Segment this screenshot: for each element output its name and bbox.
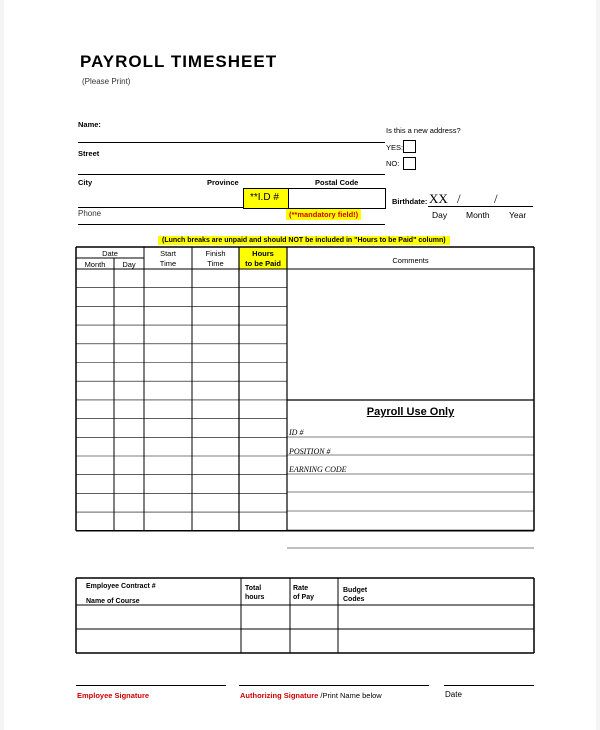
hours-header: Hours to be Paid	[245, 249, 281, 268]
birthdate-separator-2: /	[494, 191, 498, 206]
yes-label: YES:	[386, 143, 404, 152]
payroll-position-label: POSITION #	[289, 447, 331, 456]
month-label: Month	[466, 210, 490, 220]
authorizing-signature-text	[240, 691, 382, 700]
employee-signature-line[interactable]	[76, 685, 226, 686]
postal-code-label: Postal Code	[315, 178, 359, 187]
timesheet-page	[4, 0, 596, 730]
course-label: Name of Course	[86, 598, 140, 605]
lunch-note: (Lunch breaks are unpaid and should NOT be included in "Hours to be Paid" column)	[158, 236, 450, 245]
year-label: Year	[509, 210, 527, 220]
comments-area[interactable]	[288, 270, 534, 400]
birthdate-label: Birthdate:	[392, 197, 428, 206]
employee-signature-label: Employee Signature	[77, 691, 150, 700]
payroll-use-title: Payroll Use Only	[366, 406, 455, 418]
province-label: Province	[207, 178, 239, 187]
comments-header: Comments	[392, 256, 429, 265]
page-title: PAYROLL TIMESHEET	[80, 52, 278, 71]
date-signature-label: Date	[445, 690, 462, 699]
contract-label: Employee Contract #	[86, 583, 156, 590]
name-label: Name:	[78, 120, 101, 129]
birthdate-separator-1: /	[457, 191, 461, 206]
day-label: Day	[432, 210, 448, 220]
payroll-earning-code-label: EARNING CODE	[289, 465, 347, 474]
no-label: NO:	[386, 159, 400, 168]
street-label: Street	[78, 149, 100, 158]
total-hours-label: Total hours	[245, 585, 265, 601]
payroll-id-label: ID #	[289, 428, 304, 437]
date-signature-line[interactable]	[444, 685, 534, 686]
day-header: Day	[122, 260, 136, 269]
id-label: **I.D #	[250, 192, 279, 203]
phone-label: Phone	[78, 209, 102, 218]
start-time-header: Start Time	[159, 249, 177, 268]
finish-time-header: Finish Time	[205, 249, 226, 268]
month-header: Month	[84, 260, 106, 269]
page-subtitle: (Please Print)	[82, 77, 131, 86]
authorizing-signature-line[interactable]	[239, 685, 429, 686]
authorizing-signature-label: Authorizing Signature	[240, 691, 319, 700]
date-header: Date	[102, 249, 118, 258]
rate-of-pay-label: Rate of Pay	[293, 585, 315, 601]
print-name-label: /Print Name below	[318, 691, 382, 700]
city-label: City	[78, 178, 93, 187]
new-address-question: Is this a new address?	[386, 126, 461, 135]
birthdate-day-value[interactable]: XX	[429, 191, 448, 206]
mandatory-note: (**mandatory field!)	[286, 209, 361, 220]
budget-codes-label: Budget Codes	[343, 587, 368, 603]
